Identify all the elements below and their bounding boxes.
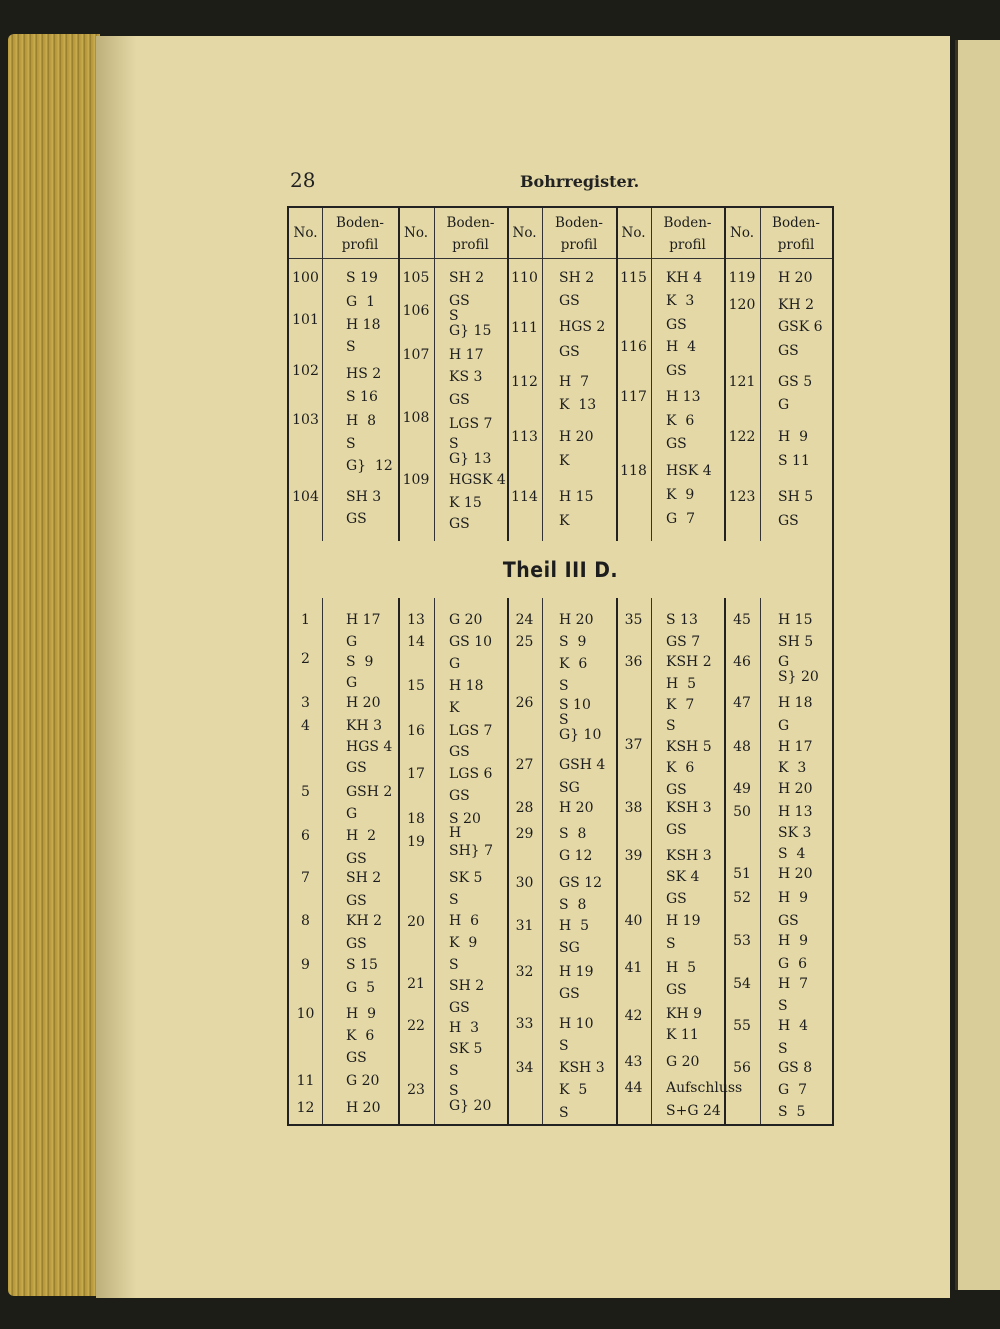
bohrung-number: 8 — [301, 913, 310, 929]
bodenprofil-entry: H 9 — [778, 429, 809, 445]
col-rule — [542, 208, 543, 1124]
bodenprofil-entry: SK 3 — [778, 825, 812, 841]
bodenprofil-entry: KSH 2 — [666, 654, 712, 670]
bohrung-number: 26 — [515, 695, 534, 711]
header-no: No. — [730, 225, 754, 241]
bodenprofil-entry: G — [778, 654, 790, 670]
header-profile: Boden- profil — [555, 215, 603, 253]
bodenprofil-entry: GSK 6 — [778, 319, 823, 335]
bodenprofil-entry: G 20 — [346, 1073, 380, 1089]
bohrung-number: 16 — [407, 723, 425, 739]
bodenprofil-entry: K — [449, 700, 460, 716]
bohrung-number: 22 — [407, 1018, 425, 1034]
bodenprofil-entry: H 9 — [778, 933, 809, 949]
bodenprofil-entry: G 7 — [666, 511, 695, 527]
bohrung-number: 43 — [624, 1054, 643, 1070]
bodenprofil-entry: GS — [346, 936, 367, 952]
bodenprofil-entry: GS — [666, 363, 687, 379]
bohrung-number: 13 — [407, 612, 425, 628]
bodenprofil-entry: H 10 — [559, 1016, 594, 1032]
bodenprofil-entry: GS 10 — [449, 634, 493, 650]
bodenprofil-entry: S 13 — [666, 612, 698, 628]
bodenprofil-entry: HGSK 4 — [449, 472, 506, 488]
bodenprofil-entry: G} 15 — [449, 323, 492, 339]
bohrung-number: 40 — [624, 913, 643, 929]
bodenprofil-entry: GS — [559, 293, 580, 309]
bodenprofil-entry: SH 5 — [778, 634, 814, 650]
bohrung-number: 9 — [301, 957, 310, 973]
bodenprofil-entry: SH 2 — [449, 978, 485, 994]
bodenprofil-entry: K 9 — [666, 487, 695, 503]
bodenprofil-entry: S 8 — [559, 826, 587, 842]
bodenprofil-entry: GS — [449, 293, 470, 309]
col-rule — [760, 208, 761, 1124]
bodenprofil-entry: H 18 — [449, 678, 484, 694]
bodenprofil-entry: S — [559, 1105, 569, 1121]
bodenprofil-entry: SG — [559, 940, 580, 956]
bodenprofil-entry: H 17 — [346, 612, 381, 628]
bohrung-number: 117 — [620, 389, 647, 405]
bodenprofil-entry: GS — [449, 1000, 470, 1016]
bohrung-number: 3 — [301, 695, 310, 711]
bodenprofil-entry: S — [559, 712, 569, 728]
bodenprofil-entry: S — [778, 1041, 788, 1057]
bodenprofil-entry: S — [346, 339, 356, 355]
bohrung-number: 41 — [624, 960, 643, 976]
bodenprofil-entry: H 20 — [559, 429, 594, 445]
bodenprofil-entry: GS — [666, 891, 687, 907]
bodenprofil-entry: GS — [346, 511, 367, 527]
bohrung-number: 53 — [733, 933, 751, 949]
bodenprofil-entry: H 9 — [346, 1006, 377, 1022]
bodenprofil-entry: GS — [449, 392, 470, 408]
bohrung-number: 33 — [515, 1016, 534, 1032]
bodenprofil-entry: G 5 — [346, 980, 375, 996]
bodenprofil-entry: H 17 — [449, 347, 484, 363]
bodenprofil-entry: G 7 — [778, 1082, 807, 1098]
bohrung-number: 101 — [292, 312, 319, 328]
bodenprofil-entry: GS 12 — [559, 875, 603, 891]
bodenprofil-entry: H 20 — [559, 612, 594, 628]
bohrung-number: 49 — [733, 781, 751, 797]
bohrung-number: 5 — [301, 784, 310, 800]
bodenprofil-entry: K 6 — [559, 656, 588, 672]
bodenprofil-entry: K — [559, 513, 570, 529]
bodenprofil-entry: G — [778, 718, 790, 734]
bodenprofil-entry: K 9 — [449, 935, 478, 951]
bodenprofil-entry: H 13 — [778, 804, 813, 820]
bodenprofil-entry: GS — [346, 851, 367, 867]
bodenprofil-entry: KH 2 — [346, 913, 383, 929]
bodenprofil-entry: SH} 7 — [449, 843, 494, 859]
bodenprofil-entry: G — [449, 656, 461, 672]
bohrung-number: 36 — [624, 654, 643, 670]
bodenprofil-entry: K 3 — [666, 293, 695, 309]
bodenprofil-entry: G 12 — [559, 848, 593, 864]
bodenprofil-entry: H 5 — [666, 960, 697, 976]
bodenprofil-entry: S 15 — [346, 957, 378, 973]
bohrung-number: 30 — [515, 875, 534, 891]
header-profile: Boden- profil — [772, 215, 820, 253]
bohrung-number: 54 — [733, 976, 751, 992]
bohrung-number: 38 — [624, 800, 643, 816]
bodenprofil-entry: SH 2 — [346, 870, 382, 886]
bodenprofil-entry: K 11 — [666, 1027, 699, 1043]
bodenprofil-entry: H 20 — [778, 270, 813, 286]
bodenprofil-entry: GS — [449, 516, 470, 532]
bohrung-number: 42 — [624, 1008, 643, 1024]
bodenprofil-entry: K 13 — [559, 397, 597, 413]
bohrung-number: 48 — [733, 739, 751, 755]
bodenprofil-entry: S 20 — [449, 811, 481, 827]
section-title: Theil III D. — [502, 558, 619, 582]
bohrung-number: 32 — [515, 964, 534, 980]
bohrung-number: 19 — [407, 834, 425, 850]
bodenprofil-entry: GS 7 — [666, 634, 701, 650]
header-profile: Boden- profil — [663, 215, 712, 253]
bodenprofil-entry: S 4 — [778, 846, 806, 862]
bohrung-number: 37 — [624, 737, 643, 753]
bodenprofil-entry: H 20 — [346, 695, 381, 711]
bodenprofil-entry: S} 20 — [778, 669, 819, 685]
bohrung-number: 113 — [511, 429, 538, 445]
col-rule — [651, 208, 652, 1124]
bodenprofil-entry: LGS 6 — [449, 766, 493, 782]
bodenprofil-entry: S 5 — [778, 1104, 806, 1120]
bodenprofil-entry: S — [559, 678, 569, 694]
bodenprofil-entry: KSH 3 — [666, 848, 712, 864]
bodenprofil-entry: S 16 — [346, 389, 378, 405]
book-page-edges — [8, 34, 100, 1296]
bodenprofil-entry: H 8 — [346, 413, 377, 429]
bohrung-number: 123 — [728, 489, 756, 505]
bohrung-number: 47 — [733, 695, 751, 711]
bodenprofil-entry: HGS 2 — [559, 319, 606, 335]
bodenprofil-entry: SG — [559, 780, 580, 796]
bodenprofil-entry: G 20 — [666, 1054, 700, 1070]
bodenprofil-entry: S+G 24 — [666, 1103, 721, 1119]
bodenprofil-entry: S 19 — [346, 270, 378, 286]
bodenprofil-entry: KH 9 — [666, 1006, 703, 1022]
bodenprofil-entry: H 19 — [559, 964, 594, 980]
bohrung-number: 106 — [402, 303, 430, 319]
bohrung-number: 6 — [301, 828, 310, 844]
bodenprofil-entry: H 5 — [559, 918, 590, 934]
bohrung-number: 56 — [733, 1060, 751, 1076]
bohrung-number: 18 — [407, 811, 425, 827]
bodenprofil-entry: S — [449, 957, 459, 973]
bodenprofil-entry: S 8 — [559, 897, 587, 913]
bohrung-number: 29 — [515, 826, 534, 842]
bodenprofil-entry: GS — [346, 1050, 367, 1066]
bodenprofil-entry: HGS 4 — [346, 739, 393, 755]
bodenprofil-entry: H 15 — [559, 489, 594, 505]
bohrregister-table — [287, 206, 834, 1126]
bohrung-number: 25 — [515, 634, 534, 650]
bodenprofil-entry: KSH 5 — [666, 739, 712, 755]
bodenprofil-entry: H 20 — [778, 866, 813, 882]
bodenprofil-entry: S — [449, 1063, 459, 1079]
bodenprofil-entry: SH 3 — [346, 489, 382, 505]
bohrung-number: 110 — [511, 270, 538, 286]
bodenprofil-entry: S — [346, 436, 356, 452]
bodenprofil-entry: G} 12 — [346, 458, 393, 474]
bodenprofil-entry: GS — [449, 788, 470, 804]
bohrung-number: 119 — [728, 270, 756, 286]
bohrung-number: 23 — [407, 1082, 425, 1098]
bohrung-number: 105 — [402, 270, 430, 286]
bohrung-number: 103 — [292, 412, 319, 428]
bodenprofil-entry: SK 5 — [449, 1041, 483, 1057]
header-no: No. — [404, 225, 428, 241]
bohrung-number: 50 — [733, 804, 751, 820]
bohrung-number: 27 — [515, 757, 534, 773]
bodenprofil-entry: HS 2 — [346, 366, 382, 382]
bohrung-number: 12 — [296, 1100, 315, 1116]
header-no: No. — [293, 225, 318, 241]
adjacent-page — [955, 40, 1000, 1290]
bodenprofil-entry: GS — [449, 744, 470, 760]
bohrung-number: 17 — [407, 766, 425, 782]
header-profile: Boden- profil — [446, 215, 495, 253]
bodenprofil-entry: K 6 — [666, 413, 695, 429]
bodenprofil-entry: SK 5 — [449, 870, 483, 886]
bodenprofil-entry: KH 3 — [346, 718, 383, 734]
bohrung-number: 52 — [733, 890, 751, 906]
bodenprofil-entry: GS 5 — [778, 374, 813, 390]
bohrung-number: 118 — [620, 463, 647, 479]
bodenprofil-entry: GS — [666, 982, 687, 998]
bodenprofil-entry: H — [449, 825, 462, 841]
bodenprofil-entry: S 9 — [559, 634, 587, 650]
bodenprofil-entry: K — [559, 453, 570, 469]
bodenprofil-entry: H 13 — [666, 389, 701, 405]
bodenprofil-entry: S 11 — [778, 453, 810, 469]
bodenprofil-entry: S — [449, 892, 459, 908]
bohrung-number: 1 — [301, 612, 310, 628]
bohrung-number: 46 — [733, 654, 751, 670]
bohrung-number: 112 — [511, 374, 538, 390]
bodenprofil-entry: K 3 — [778, 760, 807, 776]
bodenprofil-entry: GS — [778, 343, 799, 359]
bohrung-number: 109 — [402, 472, 430, 488]
bodenprofil-entry: S — [449, 436, 459, 452]
bodenprofil-entry: K 6 — [666, 760, 695, 776]
bodenprofil-entry: KH 2 — [778, 297, 815, 313]
bohrung-number: 31 — [515, 918, 534, 934]
bodenprofil-entry: LGS 7 — [449, 723, 493, 739]
bohrung-number: 4 — [301, 718, 310, 734]
bohrung-number: 34 — [515, 1060, 534, 1076]
bodenprofil-entry: GSH 4 — [559, 757, 606, 773]
bodenprofil-entry: H 17 — [778, 739, 813, 755]
bodenprofil-entry: S — [778, 998, 788, 1014]
bodenprofil-entry: K 7 — [666, 697, 695, 713]
bodenprofil-entry: GS — [346, 760, 367, 776]
bodenprofil-entry: H 19 — [666, 913, 701, 929]
bodenprofil-entry: GS — [666, 822, 687, 838]
running-head: Bohrregister. — [520, 172, 640, 191]
bodenprofil-entry: H 5 — [666, 676, 697, 692]
bodenprofil-entry: G — [346, 806, 358, 822]
bodenprofil-entry: KS 3 — [449, 369, 483, 385]
bodenprofil-entry: GSH 2 — [346, 784, 393, 800]
bohrung-number: 114 — [511, 489, 538, 505]
bodenprofil-entry: H 20 — [346, 1100, 381, 1116]
bodenprofil-entry: KSH 3 — [666, 800, 712, 816]
col-rule — [507, 208, 509, 1124]
bohrung-number: 107 — [402, 347, 430, 363]
bodenprofil-entry: GS — [559, 986, 580, 1002]
bohrung-number: 20 — [407, 914, 425, 930]
bodenprofil-entry: H 18 — [346, 317, 381, 333]
bodenprofil-entry: KH 4 — [666, 270, 703, 286]
header-no: No. — [512, 225, 537, 241]
bodenprofil-entry: KSH 3 — [559, 1060, 605, 1076]
bohrung-number: 7 — [301, 870, 310, 886]
bodenprofil-entry: G} 20 — [449, 1098, 492, 1114]
bohrung-number: 11 — [296, 1073, 315, 1089]
bodenprofil-entry: H 15 — [778, 612, 813, 628]
bodenprofil-entry: H 7 — [559, 374, 590, 390]
header-no: No. — [621, 225, 646, 241]
bodenprofil-entry: SH 5 — [778, 489, 814, 505]
bodenprofil-entry: S — [449, 308, 459, 324]
bohrung-number: 35 — [624, 612, 643, 628]
bodenprofil-entry: SK 4 — [666, 869, 700, 885]
bodenprofil-entry: K 6 — [346, 1028, 375, 1044]
bodenprofil-entry: H 6 — [449, 913, 480, 929]
bodenprofil-entry: G 1 — [346, 294, 375, 310]
bohrung-number: 2 — [301, 651, 310, 667]
bohrung-number: 121 — [728, 374, 756, 390]
bodenprofil-entry: S 10 — [559, 697, 591, 713]
page-number: 28 — [290, 168, 316, 192]
bodenprofil-entry: G — [346, 675, 358, 691]
bodenprofil-entry: S — [666, 936, 676, 952]
bodenprofil-entry: G 20 — [449, 612, 483, 628]
bohrung-number: 44 — [624, 1080, 643, 1096]
bodenprofil-entry: H 18 — [778, 695, 813, 711]
bohrung-number: 15 — [407, 678, 425, 694]
bohrung-number: 115 — [620, 270, 647, 286]
bodenprofil-entry: GS — [666, 436, 687, 452]
bohrung-number: 14 — [407, 634, 425, 650]
bohrung-number: 100 — [292, 270, 319, 286]
bodenprofil-entry: G — [346, 634, 358, 650]
bodenprofil-entry: GS — [778, 513, 799, 529]
bodenprofil-entry: GS — [559, 344, 580, 360]
bodenprofil-entry: GS — [666, 317, 687, 333]
bohrung-number: 104 — [292, 489, 319, 505]
bohrung-number: 45 — [733, 612, 751, 628]
bodenprofil-entry: GS — [346, 893, 367, 909]
col-rule — [434, 208, 435, 1124]
bohrung-number: 51 — [733, 866, 751, 882]
bohrung-number: 21 — [407, 976, 425, 992]
col-rule — [322, 208, 323, 1124]
bohrung-number: 111 — [511, 320, 538, 336]
bodenprofil-entry: G 6 — [778, 956, 807, 972]
bodenprofil-entry: H 4 — [778, 1018, 809, 1034]
bohrung-number: 39 — [624, 848, 643, 864]
bodenprofil-entry: H 2 — [346, 828, 377, 844]
bohrung-number: 108 — [402, 410, 430, 426]
bodenprofil-entry: Aufschluss — [666, 1080, 743, 1096]
header-profile: Boden- profil — [336, 215, 384, 253]
bodenprofil-entry: H 20 — [778, 781, 813, 797]
bohrung-number: 24 — [515, 612, 534, 628]
bohrung-number: 102 — [292, 363, 319, 379]
bodenprofil-entry: GS — [778, 913, 799, 929]
bodenprofil-entry: SH 2 — [449, 270, 485, 286]
bodenprofil-entry: G} 10 — [559, 727, 602, 743]
bohrung-number: 116 — [620, 339, 647, 355]
bodenprofil-entry: LGS 7 — [449, 416, 493, 432]
bodenprofil-entry: H 4 — [666, 339, 697, 355]
bodenprofil-entry: H 3 — [449, 1020, 480, 1036]
bodenprofil-entry: H 9 — [778, 890, 809, 906]
header-rule — [289, 258, 832, 259]
bodenprofil-entry: S 9 — [346, 654, 374, 670]
bodenprofil-entry: K 15 — [449, 495, 482, 511]
bodenprofil-entry: GS 8 — [778, 1060, 813, 1076]
bodenprofil-entry: H 20 — [559, 800, 594, 816]
bohrung-number: 28 — [515, 800, 534, 816]
bodenprofil-entry: S — [449, 1083, 459, 1099]
bodenprofil-entry: S — [666, 718, 676, 734]
bodenprofil-entry: S — [559, 1038, 569, 1054]
bodenprofil-entry: HSK 4 — [666, 463, 712, 479]
bodenprofil-entry: G} 13 — [449, 451, 492, 467]
bohrung-number: 55 — [733, 1018, 751, 1034]
bodenprofil-entry: H 7 — [778, 976, 809, 992]
bohrung-number: 122 — [728, 429, 756, 445]
bohrung-number: 120 — [728, 297, 756, 313]
bohrung-number: 10 — [296, 1006, 315, 1022]
bodenprofil-entry: G — [778, 397, 790, 413]
bodenprofil-entry: GS — [666, 782, 687, 798]
bodenprofil-entry: K 5 — [559, 1082, 588, 1098]
bodenprofil-entry: SH 2 — [559, 270, 595, 286]
